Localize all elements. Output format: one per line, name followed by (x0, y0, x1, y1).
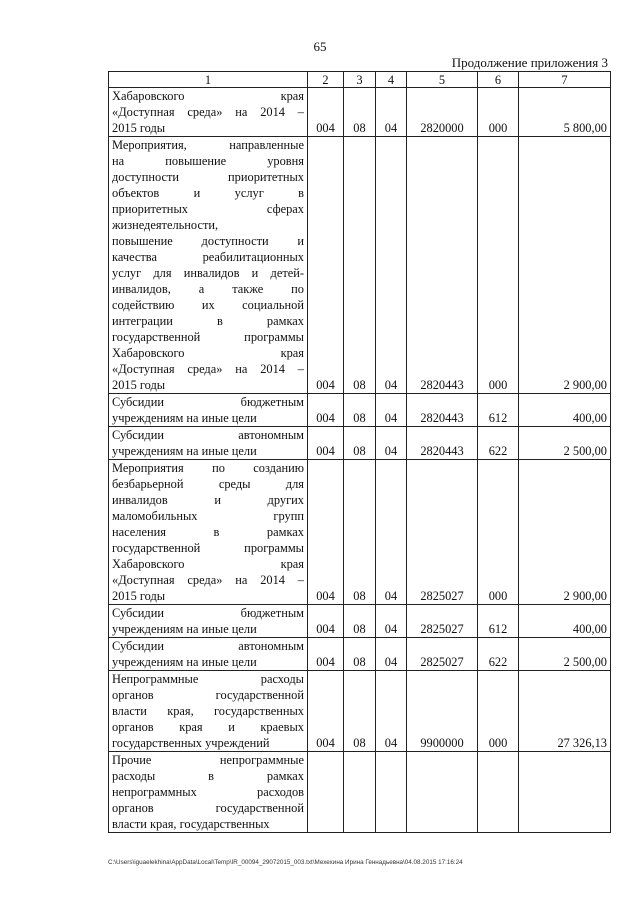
item-name-line: власти края, государственных (112, 817, 270, 831)
item-name-line: расходы в рамках (112, 769, 304, 783)
item-name-line: Хабаровского края (112, 89, 304, 103)
item-name-line: безбарьерной среды для (112, 477, 304, 491)
amount-cell: 2 900,00 (519, 137, 611, 394)
header-cell: 5 (407, 72, 478, 88)
amount-cell: 27 326,13 (519, 671, 611, 752)
section-code-cell: 08 (344, 427, 376, 460)
item-name-line: Непрограммные расходы (112, 672, 304, 686)
item-name-line: на повышение уровня (112, 154, 304, 168)
table-row (109, 460, 611, 605)
amount-cell: 5 800,00 (519, 88, 611, 137)
item-name-cell (109, 638, 308, 671)
section-code-cell (344, 752, 376, 833)
item-name-line: населения в рамках (112, 525, 304, 539)
section-code-cell: 08 (344, 137, 376, 394)
table-row (109, 671, 611, 752)
header-cell: 1 (109, 72, 308, 88)
amount-cell: 2 900,00 (519, 460, 611, 605)
subsection-code-cell: 04 (376, 88, 407, 137)
item-name-line: учреждениям на иные цели (112, 622, 257, 636)
expense-type-cell: 000 (478, 88, 519, 137)
item-name-line: непрограммных расходов (112, 785, 304, 799)
header-row (109, 72, 611, 88)
target-article-cell: 2820443 (407, 137, 478, 394)
subsection-code-cell: 04 (376, 427, 407, 460)
section-code-cell: 08 (344, 638, 376, 671)
item-name-line: услуг для инвалидов и детей- (112, 266, 304, 280)
ministry-code-cell: 004 (308, 671, 344, 752)
target-article-cell: 2825027 (407, 605, 478, 638)
section-code-cell: 08 (344, 605, 376, 638)
budget-table (108, 71, 611, 833)
item-name-line: Мероприятия, направленные (112, 138, 304, 152)
item-name-line: Субсидии бюджетным (112, 395, 304, 409)
item-name-line: маломобильных групп (112, 509, 304, 523)
expense-type-cell (478, 752, 519, 833)
section-code-cell: 08 (344, 460, 376, 605)
continuation-label: Продолжение приложения 3 (451, 55, 608, 70)
item-name-line: органов края и краевых (112, 720, 304, 734)
item-name-line: инвалидов и других (112, 493, 304, 507)
item-name-cell (109, 605, 308, 638)
header-cell: 4 (376, 72, 407, 88)
item-name-line: органов государственной (112, 801, 304, 815)
target-article-cell: 9900000 (407, 671, 478, 752)
target-article-cell (407, 752, 478, 833)
ministry-code-cell (308, 752, 344, 833)
item-name-cell (109, 671, 308, 752)
ministry-code-cell: 004 (308, 460, 344, 605)
ministry-code-cell: 004 (308, 638, 344, 671)
expense-type-cell: 000 (478, 460, 519, 605)
item-name-line: учреждениям на иные цели (112, 655, 257, 669)
ministry-code-cell: 004 (308, 605, 344, 638)
item-name-line: 2015 годы (112, 589, 166, 603)
table-row (109, 638, 611, 671)
item-name-cell (109, 88, 308, 137)
item-name-line: Хабаровского края (112, 346, 304, 360)
item-name-line: Субсидии автономным (112, 428, 304, 442)
item-name-line: жизнедеятельности, (112, 218, 219, 232)
ministry-code-cell: 004 (308, 88, 344, 137)
header-cell: 6 (478, 72, 519, 88)
ministry-code-cell: 004 (308, 427, 344, 460)
item-name-line: приоритетных сферах (112, 202, 304, 216)
item-name-line: учреждениям на иные цели (112, 411, 257, 425)
item-name-line: инвалидов, а также по (112, 282, 304, 296)
item-name-line: 2015 годы (112, 378, 166, 392)
item-name-line: интеграции в рамках (112, 314, 304, 328)
expense-type-cell: 622 (478, 638, 519, 671)
table-row (109, 137, 611, 394)
subsection-code-cell: 04 (376, 394, 407, 427)
amount-cell: 400,00 (519, 605, 611, 638)
item-name-line: повышение доступности и (112, 234, 304, 248)
section-code-cell: 08 (344, 671, 376, 752)
item-name-line: учреждениям на иные цели (112, 444, 257, 458)
item-name-line: Хабаровского края (112, 557, 304, 571)
subsection-code-cell: 04 (376, 605, 407, 638)
ministry-code-cell: 004 (308, 394, 344, 427)
page-number: 65 (313, 39, 327, 54)
amount-cell (519, 752, 611, 833)
file-path-footer: C:\Users\iguaelekhina\AppData\Local\Temp\IR_00094_29072015_003.txt\Мехехина Ирина Геннадьевна\04.08.2015 17:16:24 (108, 859, 463, 866)
table-row (109, 605, 611, 638)
item-name-line: Мероприятия по созданию (112, 461, 304, 475)
item-name-cell (109, 137, 308, 394)
section-code-cell: 08 (344, 88, 376, 137)
table-row (109, 88, 611, 137)
amount-cell: 2 500,00 (519, 427, 611, 460)
table-row (109, 394, 611, 427)
item-name-line: «Доступная среда» на 2014 – (112, 573, 304, 587)
header-cell: 7 (519, 72, 611, 88)
item-name-line: 2015 годы (112, 121, 166, 135)
section-code-cell: 08 (344, 394, 376, 427)
expense-type-cell: 612 (478, 394, 519, 427)
item-name-line: Субсидии бюджетным (112, 606, 304, 620)
ministry-code-cell: 004 (308, 137, 344, 394)
header-cell: 3 (344, 72, 376, 88)
item-name-line: «Доступная среда» на 2014 – (112, 362, 304, 376)
subsection-code-cell: 04 (376, 638, 407, 671)
expense-type-cell: 000 (478, 137, 519, 394)
table-row (109, 427, 611, 460)
amount-cell: 2 500,00 (519, 638, 611, 671)
expense-type-cell: 612 (478, 605, 519, 638)
item-name-line: «Доступная среда» на 2014 – (112, 105, 304, 119)
item-name-line: власти края, государственных (112, 704, 304, 718)
expense-type-cell: 000 (478, 671, 519, 752)
item-name-line: доступности приоритетных (112, 170, 304, 184)
target-article-cell: 2820000 (407, 88, 478, 137)
expense-type-cell: 622 (478, 427, 519, 460)
item-name-line: государственных учреждений (112, 736, 270, 750)
item-name-line: содействию их социальной (112, 298, 304, 312)
target-article-cell: 2820443 (407, 394, 478, 427)
header-cell: 2 (308, 72, 344, 88)
target-article-cell: 2825027 (407, 460, 478, 605)
item-name-line: государственной программы (112, 330, 304, 344)
item-name-cell (109, 427, 308, 460)
item-name-line: Субсидии автономным (112, 639, 304, 653)
target-article-cell: 2820443 (407, 427, 478, 460)
item-name-line: государственной программы (112, 541, 304, 555)
item-name-line: Прочие непрограммные (112, 753, 304, 767)
item-name-line: качества реабилитационных (112, 250, 304, 264)
target-article-cell: 2825027 (407, 638, 478, 671)
item-name-cell (109, 752, 308, 833)
table-row (109, 752, 611, 833)
subsection-code-cell: 04 (376, 460, 407, 605)
item-name-line: органов государственной (112, 688, 304, 702)
subsection-code-cell: 04 (376, 137, 407, 394)
subsection-code-cell: 04 (376, 671, 407, 752)
item-name-line: объектов и услуг в (112, 186, 304, 200)
subsection-code-cell (376, 752, 407, 833)
amount-cell: 400,00 (519, 394, 611, 427)
item-name-cell (109, 460, 308, 605)
item-name-cell (109, 394, 308, 427)
